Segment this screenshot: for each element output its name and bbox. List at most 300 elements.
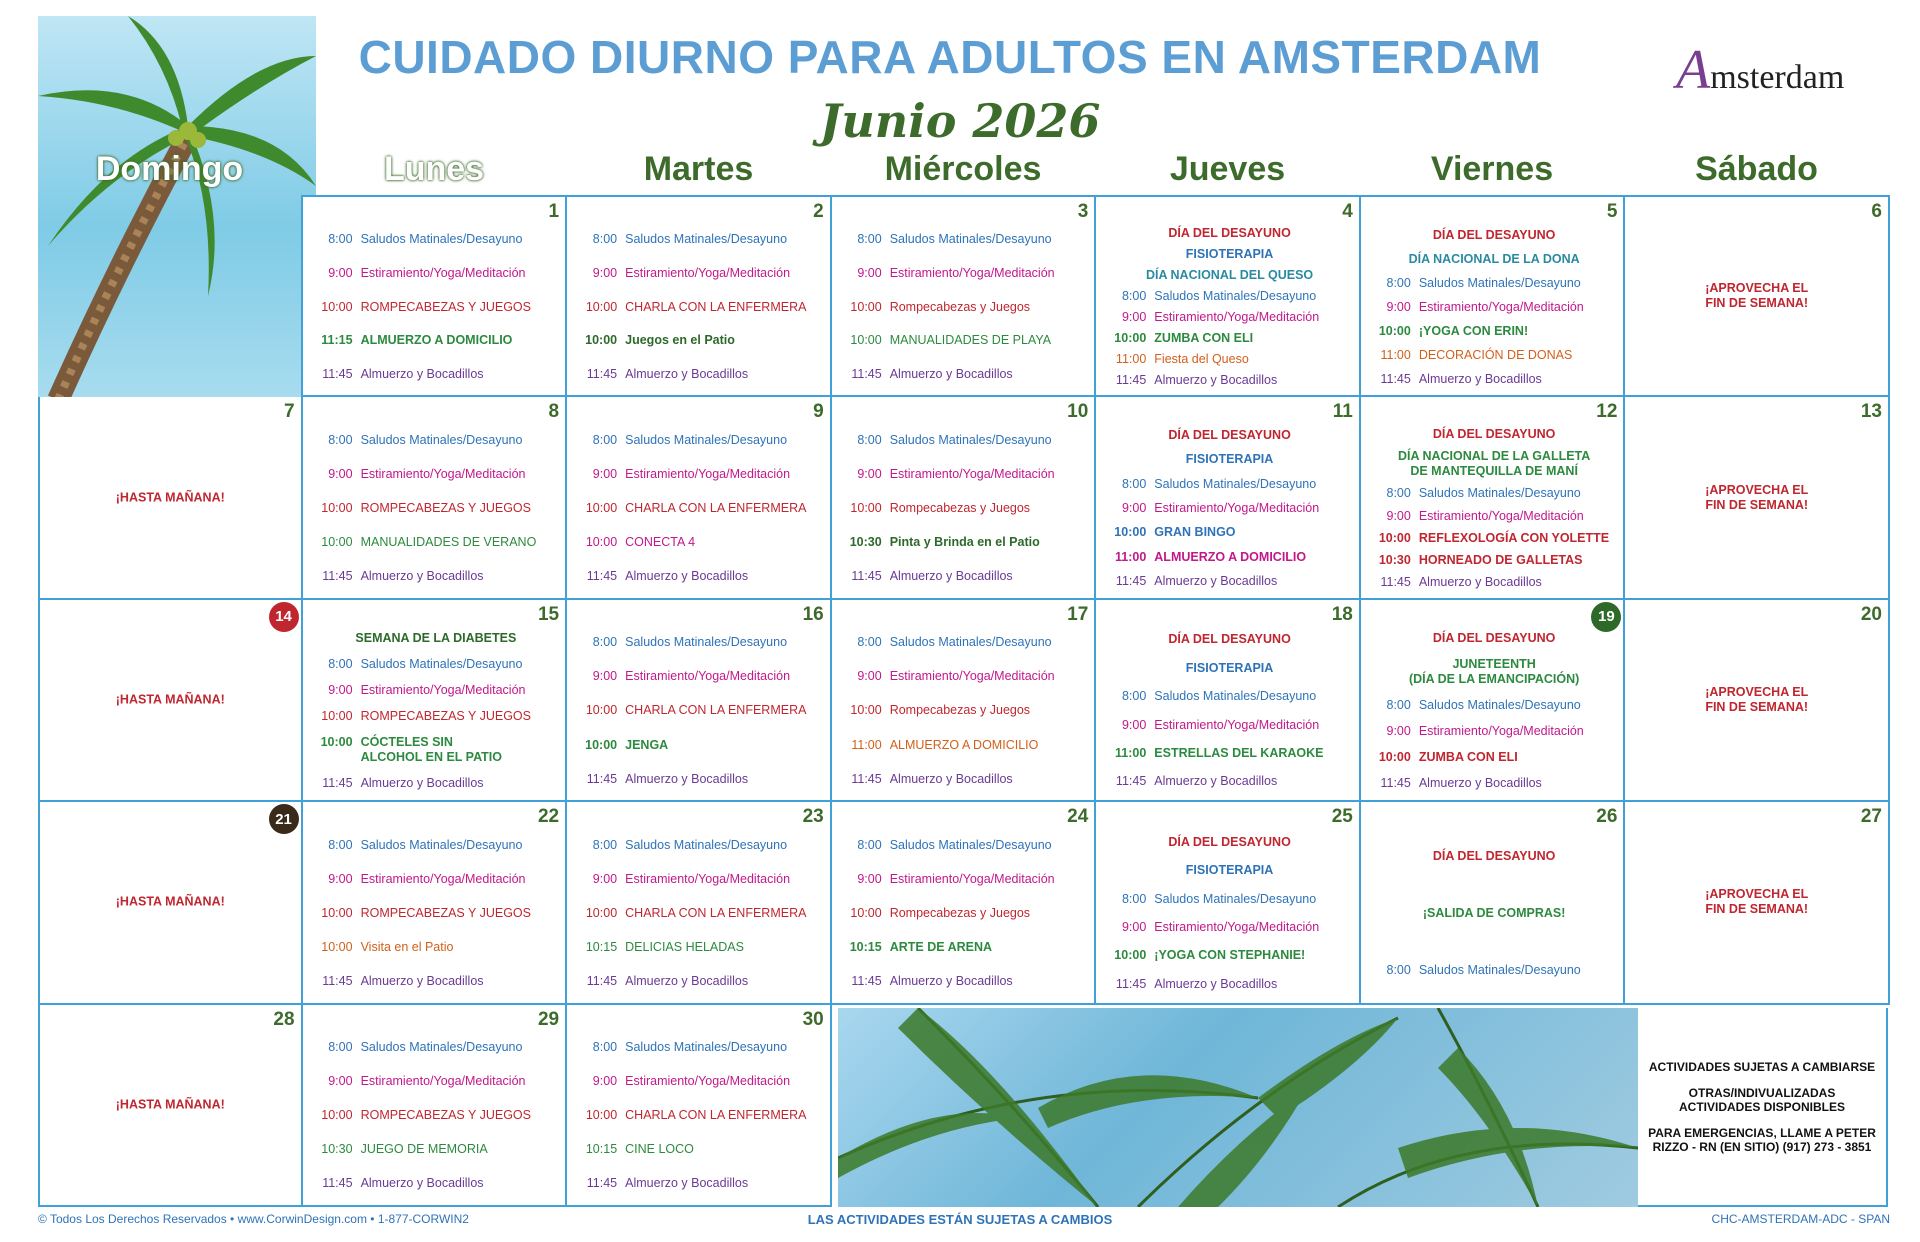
activity-time: 8:00 [592, 635, 618, 650]
activity-list [567, 423, 830, 593]
activity-name: CHARLA CON LA ENFERMERA [625, 501, 807, 516]
day-number: 29 [537, 1008, 560, 1030]
activity-time: 10:00 [321, 905, 353, 920]
activity-time: 11:45 [1115, 774, 1147, 789]
day-number: 23 [802, 806, 824, 828]
activity-time: 11:45 [851, 367, 882, 382]
activity-name: ZUMBA CON ELI [1154, 331, 1254, 346]
activity-name: ROMPECABEZAS Y JUEGOS [360, 501, 531, 516]
activity-time: 9:00 [592, 1074, 618, 1089]
activity-item [577, 467, 824, 482]
activity-list [567, 223, 830, 391]
activity-name: Estiramiento/Yoga/Meditación [1418, 723, 1584, 738]
activity-list [1361, 828, 1624, 998]
activity-item [577, 703, 824, 718]
activity-item [313, 501, 560, 516]
activity-item [577, 1040, 824, 1055]
activity-item [313, 535, 560, 550]
activity-time: 11:45 [851, 569, 882, 584]
activity-list [567, 626, 830, 796]
activity-time: 9:00 [1386, 508, 1411, 523]
activity-name: MANUALIDADES DE VERANO [360, 535, 537, 550]
activity-item [1106, 746, 1353, 761]
activity-name: ¡YOGA CON ERIN! [1418, 323, 1529, 338]
activity-item [842, 535, 1089, 550]
day-number: 3 [1077, 201, 1089, 222]
activity-time: 10:00 [320, 734, 353, 749]
activity-time: 9:00 [1121, 920, 1147, 935]
activity-name: Estiramiento/Yoga/Meditación [1154, 717, 1320, 732]
activity-item [1106, 718, 1353, 733]
activity-item [1371, 509, 1618, 524]
activity-name: Estiramiento/Yoga/Meditación [1418, 299, 1584, 314]
activity-item [1371, 724, 1618, 739]
activity-item [842, 703, 1089, 718]
activity-item [313, 1176, 560, 1191]
activity-item [577, 300, 824, 315]
activity-time: 10:00 [585, 905, 618, 920]
activity-time: 11:15 [321, 333, 353, 348]
weekday-5: Viernes [1430, 150, 1554, 188]
activity-time: 10:00 [585, 737, 618, 752]
activity-time: 10:00 [1114, 948, 1147, 963]
activity-name: Almuerzo y Bocadillos [889, 367, 1013, 382]
activity-item [842, 433, 1089, 448]
activity-time: 10:00 [321, 501, 353, 516]
activity-name: Almuerzo y Bocadillos [360, 1176, 484, 1191]
activity-time: 9:00 [592, 266, 618, 280]
activity-name: ALMUERZO A DOMICILIO [360, 333, 513, 348]
activity-time: 10:00 [585, 501, 618, 516]
activity-item [577, 772, 824, 787]
activity-item [313, 1142, 560, 1157]
activity-item [1371, 531, 1618, 546]
activity-name: Almuerzo y Bocadillos [625, 771, 749, 786]
activity-name: Almuerzo y Bocadillos [625, 367, 749, 382]
activity-name: Estiramiento/Yoga/Meditación [889, 669, 1055, 684]
activity-time: 11:45 [851, 771, 882, 786]
activity-time: 10:00 [850, 333, 882, 348]
activity-time: 8:00 [328, 432, 353, 447]
activity-time: 9:00 [857, 266, 882, 280]
activity-name: Estiramiento/Yoga/Meditación [625, 871, 791, 886]
calendar-cell-day-8 [303, 397, 568, 599]
day-number: 20 [1860, 603, 1882, 625]
activity-item [1106, 289, 1353, 304]
activity-name: Saludos Matinales/Desayuno [360, 1040, 523, 1055]
activity-list [1096, 223, 1359, 391]
activity-name: Saludos Matinales/Desayuno [889, 837, 1052, 852]
day-number: 4 [1342, 201, 1353, 222]
activity-name: Juegos en el Patio [625, 333, 735, 348]
day-number: 7 [283, 401, 295, 423]
activity-list [1361, 423, 1624, 593]
activity-time: 10:00 [1114, 525, 1147, 540]
activity-name: Rompecabezas y Juegos [889, 703, 1031, 718]
footer-copyright: © Todos Los Derechos Reservados • www.CorwinDesign.com • 1-877-CORWIN2 [38, 1212, 469, 1226]
activity-name: Almuerzo y Bocadillos [1418, 575, 1542, 590]
activity-name: CHARLA CON LA ENFERMERA [625, 703, 807, 718]
activity-time: 9:00 [592, 467, 618, 481]
activity-item [1371, 963, 1618, 978]
activity-item [1106, 948, 1353, 963]
activity-item [313, 300, 560, 315]
activity-name: DELICIAS HELADAS [625, 939, 744, 954]
activity-time: 8:00 [857, 432, 882, 447]
activity-item [577, 1142, 824, 1157]
activity-item [842, 501, 1089, 516]
day-number: 17 [1067, 603, 1089, 625]
calendar-cell-day-9 [567, 397, 832, 599]
weekday-4: Jueves [1169, 150, 1286, 188]
weekend-message: ¡APROVECHA EL FIN DE SEMANA! [1705, 684, 1809, 714]
activity-name: GRAN BINGO [1154, 525, 1236, 540]
activity-item [842, 669, 1089, 684]
calendar-cell-day-13 [1625, 397, 1890, 599]
activity-item [577, 535, 824, 550]
activity-list [303, 828, 566, 998]
activity-list [303, 223, 566, 391]
activity-time: 8:00 [1121, 476, 1147, 491]
calendar-cell-day-22 [303, 802, 568, 1004]
notes-box [1638, 1008, 1888, 1207]
activity-name: Saludos Matinales/Desayuno [1154, 689, 1317, 704]
activity-time: 8:00 [1121, 289, 1147, 304]
activity-time: 11:45 [851, 974, 882, 989]
activity-item [1371, 276, 1618, 291]
calendar-cell-day-1 [303, 195, 568, 397]
calendar-cell-day-2 [567, 195, 832, 397]
activity-time: 11:45 [322, 569, 353, 584]
activity-item [577, 1108, 824, 1123]
calendar-cell-day-20 [1625, 600, 1890, 802]
activity-time: 9:00 [328, 266, 353, 280]
day-event-heading: DÍA DEL DESAYUNO [1432, 849, 1556, 864]
activity-name: Almuerzo y Bocadillos [360, 974, 484, 989]
activity-name: Rompecabezas y Juegos [889, 905, 1031, 920]
heart-icon: 19 [1591, 602, 1621, 632]
activity-name: Estiramiento/Yoga/Meditación [1154, 501, 1320, 516]
activity-item [577, 738, 824, 753]
activity-name: Pinta y Brinda en el Patio [889, 535, 1040, 550]
activity-time: 10:00 [1114, 331, 1147, 346]
activity-item [313, 232, 560, 247]
activity-time: 8:00 [1121, 891, 1147, 906]
calendar-cell-day-30 [567, 1005, 832, 1207]
activity-item [313, 974, 560, 989]
activity-item [1106, 373, 1353, 388]
activity-item [842, 367, 1089, 382]
activity-name: Saludos Matinales/Desayuno [360, 837, 523, 852]
activity-name: Saludos Matinales/Desayuno [360, 432, 523, 447]
activity-item [313, 1108, 560, 1123]
activity-name: Almuerzo y Bocadillos [1154, 373, 1278, 388]
activity-name: Saludos Matinales/Desayuno [889, 432, 1052, 447]
activity-item [1106, 550, 1353, 565]
activity-name: Saludos Matinales/Desayuno [625, 837, 788, 852]
activity-time: 10:00 [321, 535, 353, 550]
activity-time: 10:00 [321, 939, 353, 954]
activity-name: Almuerzo y Bocadillos [1154, 774, 1278, 789]
day-number: 2 [813, 201, 824, 222]
activity-list [1361, 223, 1624, 391]
activity-name: Rompecabezas y Juegos [889, 299, 1031, 314]
activity-item [842, 906, 1089, 921]
activity-item [842, 940, 1089, 955]
day-event-heading: DÍA DEL DESAYUNO [1432, 631, 1556, 646]
activity-item [842, 838, 1089, 853]
activity-time: 11:00 [1115, 352, 1147, 367]
activity-item [313, 872, 560, 887]
activity-item [1106, 977, 1353, 992]
activity-time: 10:00 [850, 905, 882, 920]
activity-time: 10:00 [850, 703, 882, 718]
activity-time: 11:00 [1115, 746, 1147, 761]
activity-time: 10:00 [585, 1108, 618, 1123]
activity-item [842, 872, 1089, 887]
activity-time: 10:15 [585, 1142, 618, 1157]
calendar-cell-day-6 [1625, 195, 1890, 397]
calendar-cell-day-10 [832, 397, 1097, 599]
activity-time: 10:15 [849, 939, 882, 954]
activity-time: 11:45 [586, 771, 618, 786]
activity-name: Estiramiento/Yoga/Meditación [625, 266, 791, 280]
activity-time: 11:45 [586, 367, 618, 382]
activity-item [1371, 348, 1618, 363]
weekend-message: ¡APROVECHA EL FIN DE SEMANA! [1705, 281, 1809, 311]
day-event-heading: DÍA NACIONAL DEL QUESO [1145, 268, 1314, 283]
activity-name: Almuerzo y Bocadillos [1418, 775, 1542, 790]
day-event-heading: DÍA DEL DESAYUNO [1432, 426, 1556, 441]
calendar-cell-day-17 [832, 600, 1097, 802]
activity-time: 11:00 [851, 737, 882, 752]
calendar-cell-day-15 [303, 600, 568, 802]
activity-item [1371, 776, 1618, 791]
activity-list [1096, 626, 1359, 796]
activity-time: 8:00 [1386, 486, 1411, 501]
activity-item [313, 657, 560, 672]
weekend-message: ¡APROVECHA EL FIN DE SEMANA! [1705, 482, 1809, 512]
activity-time: 11:45 [322, 974, 353, 989]
activity-item [577, 333, 824, 348]
calendar-cell-day-14 [38, 600, 303, 802]
footer-code: CHC-AMSTERDAM-ADC - SPAN [1711, 1212, 1890, 1226]
activity-item [577, 940, 824, 955]
day-number: 27 [1860, 806, 1882, 828]
activity-item [577, 569, 824, 584]
calendar-cell-day-24 [832, 802, 1097, 1004]
activity-item [1106, 331, 1353, 346]
day-event-heading: DÍA DEL DESAYUNO [1168, 428, 1291, 443]
activity-name: JENGA [625, 737, 669, 752]
activity-time: 10:00 [585, 333, 618, 348]
activity-item [313, 433, 560, 448]
activity-name: Estiramiento/Yoga/Meditación [889, 467, 1055, 481]
weekend-message: ¡APROVECHA EL FIN DE SEMANA! [1705, 887, 1809, 917]
activity-time: 11:45 [586, 569, 618, 584]
weekday-3: Miércoles [884, 150, 1042, 188]
calendar-cell-day-12 [1361, 397, 1626, 599]
activity-name: ROMPECABEZAS Y JUEGOS [360, 905, 531, 920]
activity-name: CHARLA CON LA ENFERMERA [625, 1108, 807, 1123]
activity-item [313, 838, 560, 853]
footer-disclaimer: LAS ACTIVIDADES ESTÁN SUJETAS A CAMBIOS [807, 1212, 1113, 1227]
activity-name: ALMUERZO A DOMICILIO [1154, 549, 1307, 564]
day-number: 12 [1596, 401, 1618, 423]
activity-item [1371, 750, 1618, 765]
activity-time: 9:00 [328, 1074, 353, 1089]
activity-name: Almuerzo y Bocadillos [1154, 976, 1278, 991]
weekend-message: ¡HASTA MAÑANA! [115, 894, 225, 909]
activity-name: Saludos Matinales/Desayuno [889, 635, 1052, 650]
calendar-cell-day-3 [832, 195, 1097, 397]
activity-list [567, 1031, 830, 1201]
calendar-cell-day-25 [1096, 802, 1361, 1004]
activity-list [832, 423, 1095, 593]
activity-name: Saludos Matinales/Desayuno [1418, 275, 1581, 290]
activity-name: Saludos Matinales/Desayuno [1418, 962, 1581, 977]
activity-item [842, 738, 1089, 753]
activity-name: Saludos Matinales/Desayuno [1418, 486, 1581, 501]
activity-time: 10:30 [321, 1142, 353, 1157]
weekend-message: ¡HASTA MAÑANA! [115, 490, 225, 505]
activity-item [1371, 300, 1618, 315]
activity-time: 8:00 [592, 432, 618, 447]
activity-name: CÓCTELES SIN ALCOHOL EN EL PATIO [360, 734, 503, 764]
activity-item [577, 1176, 824, 1191]
activity-item [577, 433, 824, 448]
calendar-cell-day-29 [303, 1005, 568, 1207]
activity-name: ESTRELLAS DEL KARAOKE [1154, 746, 1324, 761]
calendar-cell-day-26 [1361, 802, 1626, 1004]
activity-name: ROMPECABEZAS Y JUEGOS [360, 1108, 531, 1123]
day-number: 6 [1871, 201, 1882, 222]
activity-time: 9:00 [592, 669, 618, 684]
activity-item [577, 635, 824, 650]
activity-item [842, 266, 1089, 281]
mustache-icon: 21 [269, 804, 299, 834]
month-title: Junio 2026 [819, 94, 1101, 148]
activity-time: 8:00 [328, 1040, 353, 1055]
activity-item [577, 906, 824, 921]
activity-name: Fiesta del Queso [1154, 352, 1249, 367]
amsterdam-logo: Amsterdam [1676, 39, 1845, 101]
calendar-cell-day-27 [1625, 802, 1890, 1004]
activity-list [1361, 626, 1624, 796]
calendar-cell-day-16 [567, 600, 832, 802]
day-event-heading: JUNETEENTH (DÍA DE LA EMANCIPACIÓN) [1408, 657, 1580, 687]
activity-item [313, 467, 560, 482]
flag-icon: 14 [269, 602, 299, 632]
activity-time: 10:00 [585, 703, 618, 718]
calendar-cell-day-28 [38, 1005, 303, 1207]
activity-time: 9:00 [328, 467, 353, 481]
activity-name: Estiramiento/Yoga/Meditación [625, 1074, 791, 1089]
activity-time: 8:00 [1121, 689, 1147, 704]
activity-time: 8:00 [857, 635, 882, 650]
day-event-heading: FISIOTERAPIA [1185, 247, 1274, 262]
activity-name: Estiramiento/Yoga/Meditación [625, 669, 791, 684]
activity-name: Almuerzo y Bocadillos [889, 771, 1013, 786]
activity-time: 8:00 [857, 232, 882, 247]
activity-time: 9:00 [857, 467, 882, 481]
activity-item [577, 669, 824, 684]
activity-time: 11:45 [1115, 574, 1147, 589]
activity-time: 10:00 [321, 708, 353, 723]
activity-time: 10:00 [850, 299, 882, 314]
activity-item [313, 940, 560, 955]
activity-item [577, 266, 824, 281]
activity-item [1106, 920, 1353, 935]
activity-name: JUEGO DE MEMORIA [360, 1142, 488, 1157]
activity-item [1106, 352, 1353, 367]
activity-time: 8:00 [857, 837, 882, 852]
activity-item [577, 974, 824, 989]
activity-time: 11:45 [1380, 575, 1411, 590]
activity-item [1106, 774, 1353, 789]
day-number: 5 [1606, 201, 1618, 222]
day-event-heading: FISIOTERAPIA [1185, 863, 1274, 878]
activity-name: Estiramiento/Yoga/Meditación [625, 467, 791, 481]
activity-name: Estiramiento/Yoga/Meditación [360, 467, 526, 481]
day-event-heading: FISIOTERAPIA [1185, 660, 1274, 675]
activity-name: Almuerzo y Bocadillos [889, 974, 1013, 989]
activity-item [313, 333, 560, 348]
activity-time: 10:00 [1378, 749, 1411, 764]
weekday-0: Domingo [95, 150, 244, 188]
activity-time: 11:45 [1380, 775, 1411, 790]
activity-name: Almuerzo y Bocadillos [625, 569, 749, 584]
activity-time: 10:00 [585, 535, 618, 550]
activity-name: Estiramiento/Yoga/Meditación [889, 266, 1055, 280]
note-activities: OTRAS/INDIVUALIZADAS ACTIVIDADES DISPONIBLES [1678, 1085, 1846, 1114]
activity-time: 11:45 [1115, 976, 1147, 991]
calendar-cell-day-18 [1096, 600, 1361, 802]
activity-item [577, 1074, 824, 1089]
day-number: 11 [1332, 401, 1353, 423]
day-number: 30 [802, 1008, 824, 1030]
activity-name: Estiramiento/Yoga/Meditación [360, 871, 526, 886]
day-number: 13 [1860, 401, 1882, 423]
weekend-message: ¡HASTA MAÑANA! [115, 1097, 225, 1112]
calendar-cell-day-7 [38, 397, 303, 599]
activity-time: 11:00 [1380, 347, 1411, 362]
activity-item [313, 569, 560, 584]
activity-name: Almuerzo y Bocadillos [360, 775, 484, 790]
activity-time: 8:00 [592, 837, 618, 852]
activity-name: Almuerzo y Bocadillos [360, 367, 484, 382]
activity-item [313, 683, 560, 698]
activity-item [842, 772, 1089, 787]
activity-name: CHARLA CON LA ENFERMERA [625, 905, 807, 920]
calendar-cell-day-11 [1096, 397, 1361, 599]
activity-item [577, 501, 824, 516]
page-title: CUIDADO DIURNO PARA ADULTOS EN AMSTERDAM [358, 31, 1542, 83]
activity-name: Saludos Matinales/Desayuno [360, 657, 523, 672]
activity-name: Estiramiento/Yoga/Meditación [1154, 920, 1320, 935]
activity-name: Almuerzo y Bocadillos [625, 974, 749, 989]
day-number: 25 [1331, 806, 1353, 828]
activity-name: Estiramiento/Yoga/Meditación [1154, 310, 1320, 325]
activity-item [313, 906, 560, 921]
activity-time: 11:45 [1115, 373, 1147, 388]
activity-time: 8:00 [592, 232, 618, 247]
activity-time: 8:00 [1386, 698, 1411, 713]
activity-item [842, 232, 1089, 247]
day-number: 1 [548, 201, 560, 222]
activity-time: 11:45 [586, 1176, 618, 1191]
activity-list [1096, 423, 1359, 593]
